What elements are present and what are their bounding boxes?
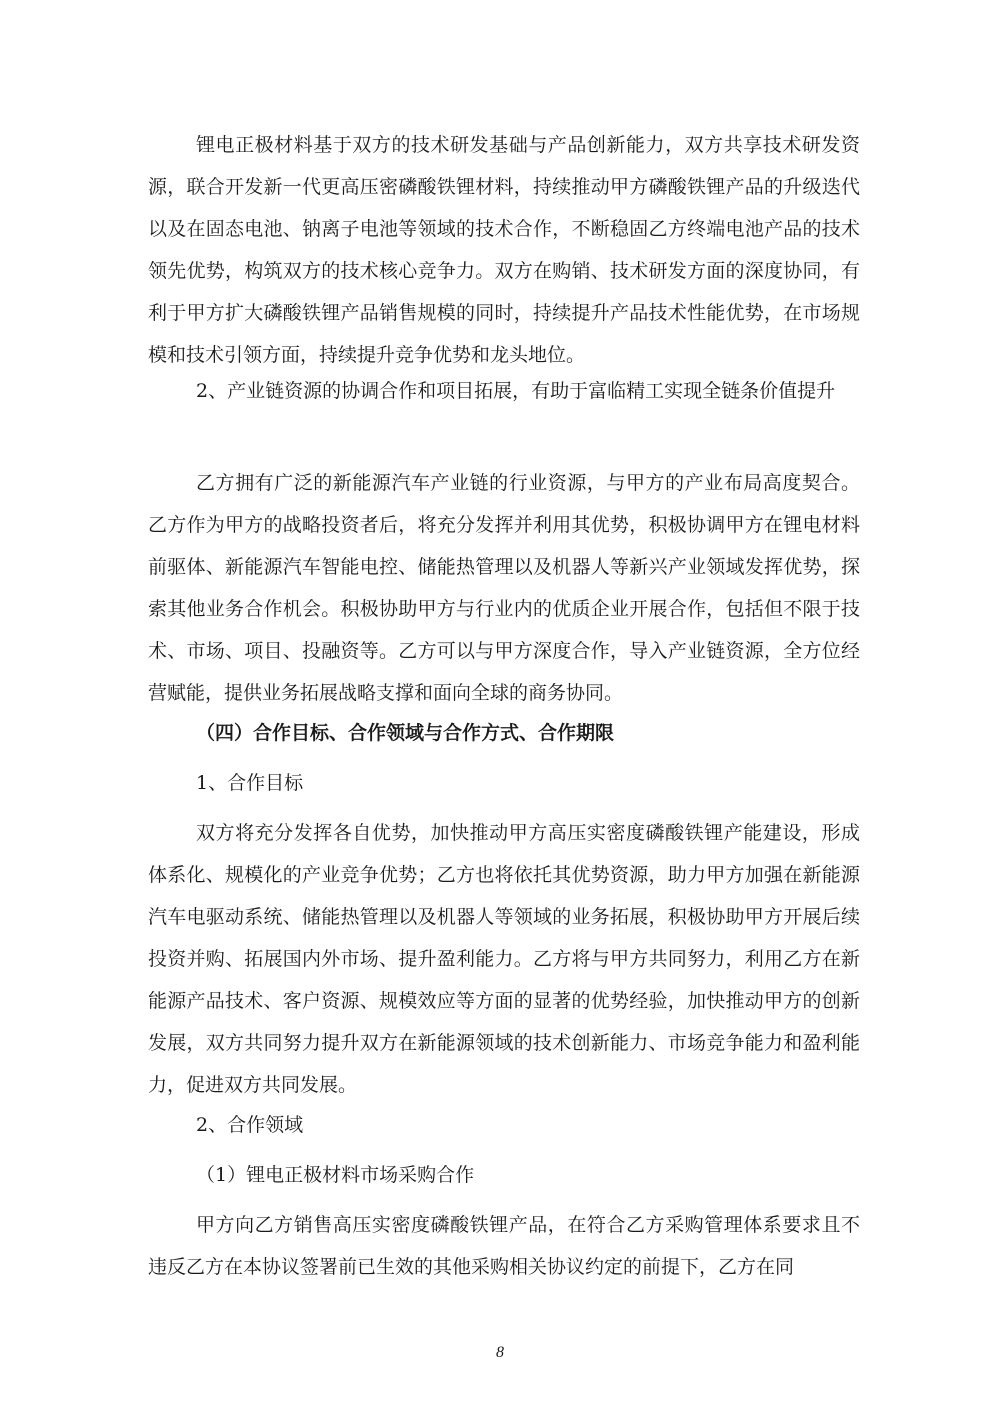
paragraph-procurement: 甲方向乙方销售高压实密度磷酸铁锂产品，在符合乙方采购管理体系要求且不违反乙方在本协议签署前已生效的其他采购相关协议约定的前提下，乙方在同: [148, 1214, 860, 1278]
subheading-cooperation-fields: 2、合作领域: [196, 1114, 304, 1136]
paragraph-industry-chain-heading: 2、产业链资源的协调合作和项目拓展，有助于富临精工实现全链条价值提升: [196, 380, 836, 402]
page-number: 8: [496, 1344, 504, 1361]
section-heading-cooperation: （四）合作目标、合作领域与合作方式、合作期限: [196, 722, 615, 744]
paragraph-technology-synergy: 锂电正极材料基于双方的技术研发基础与产品创新能力，双方共享技术研发资源，联合开发新一代更高压密磷酸铁锂材料，持续推动甲方磷酸铁锂产品的升级迭代以及在固态电池、钠离子电池等领域的技术合作，不断稳固乙方终端电池产品的技术领先优势，构筑双方的技术核心竞争力。双方在购销、技术研发方面的深度协同，有利于甲方扩大磷酸铁锂产品销售规模的同时，持续提升产品技术性能优势，在市场规模和技术引领方面，持续提升竞争优势和龙头地位。: [148, 134, 860, 366]
subheading-cooperation-goal: 1、合作目标: [196, 772, 304, 794]
paragraph-cooperation-goal: 双方将充分发挥各自优势，加快推动甲方高压实密度磷酸铁锂产能建设，形成体系化、规模化的产业竞争优势；乙方也将依托其优势资源，助力甲方加强在新能源汽车电驱动系统、储能热管理以及机器人等领域的业务拓展，积极协助甲方开展后续投资并购、拓展国内外市场、提升盈利能力。乙方将与甲方共同努力，利用乙方在新能源产品技术、客户资源、规模效应等方面的显著的优势经验，加快推动甲方的创新发展，双方共同努力提升双方在新能源领域的技术创新能力、市场竞争能力和盈利能力，促进双方共同发展。: [148, 822, 860, 1096]
subheading-procurement-cooperation: （1）锂电正极材料市场采购合作: [196, 1164, 475, 1186]
paragraph-industry-chain-resources: 乙方拥有广泛的新能源汽车产业链的行业资源，与甲方的产业布局高度契合。乙方作为甲方的战略投资者后，将充分发挥并利用其优势，积极协调甲方在锂电材料前驱体、新能源汽车智能电控、储能热管理以及机器人等新兴产业领域发挥优势，探索其他业务合作机会。积极协助甲方与行业内的优质企业开展合作，包括但不限于技术、市场、项目、投融资等。乙方可以与甲方深度合作，导入产业链资源，全方位经营赋能，提供业务拓展战略支撑和面向全球的商务协同。: [148, 472, 860, 704]
